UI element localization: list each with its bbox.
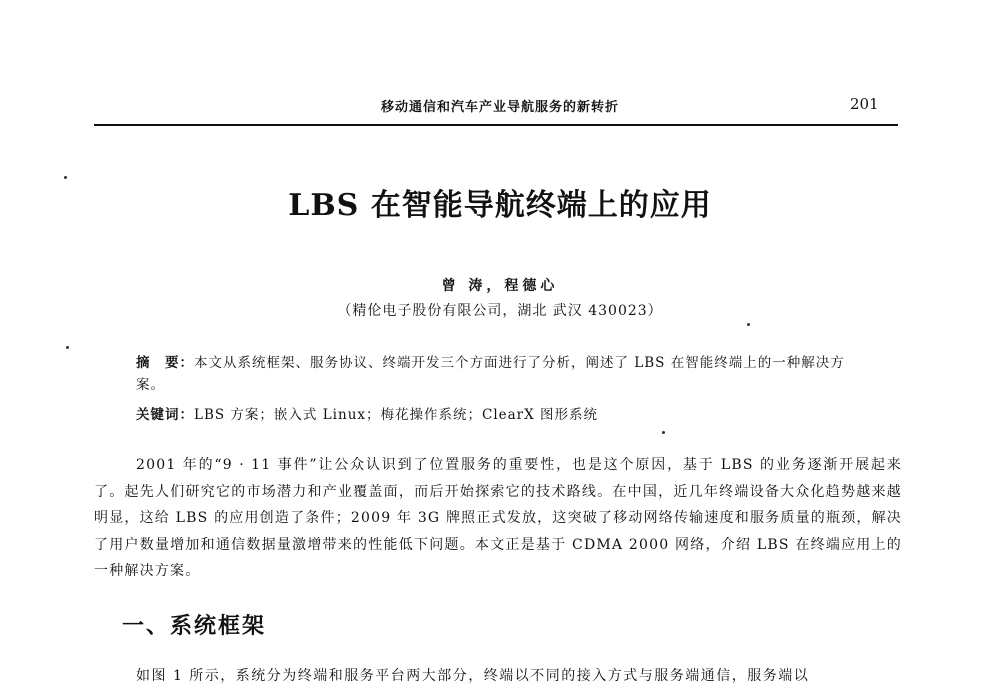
keywords-label: 关键词： (136, 407, 194, 423)
keywords (136, 404, 866, 426)
abstract (136, 352, 866, 396)
page-number: 201 (850, 95, 879, 113)
section-heading: 一、系统框架 (122, 614, 267, 639)
header-rule (94, 124, 898, 126)
article-title: LBS 在智能导航终端上的应用 (288, 188, 712, 223)
article-authors: 曾 涛，程德心 (441, 278, 559, 294)
scan-speck (64, 176, 67, 179)
article-affiliation: （精伦电子股份有限公司，湖北 武汉 430023） (337, 303, 663, 319)
intro-paragraph: 2001 年的“9 · 11 事件”让公众认识到了位置服务的重要性，也是这个原因，基于 LBS 的业务逐渐开展起来了。起先人们研究它的市场潜力和产业覆盖面，而后开始探索它的技术路线。在中国，近几年终端设备大众化趋势越来越明显，这给 LBS 的应用创造了条件；2009 年 3G 牌照正式发放，这突破了移动网络传输速度和服务质量的瓶颈，解决了用户数量增加和通信数据量激增带来的性能低下问题。本文正是基于 CDMA 2000 网络，介绍 LBS 在终端应用上的一种解决方案。 (94, 457, 902, 579)
scan-speck (662, 431, 665, 434)
section-paragraph: 如图 1 所示，系统分为终端和服务平台两大部分，终端以不同的接入方式与服务端通信，服务端以 (136, 668, 810, 684)
running-title: 移动通信和汽车产业导航服务的新转折 (380, 100, 619, 115)
keywords-text: LBS 方案；嵌入式 Linux；梅花操作系统；ClearX 图形系统 (194, 407, 599, 423)
scan-speck (66, 346, 69, 349)
abstract-text: 本文从系统框架、服务协议、终端开发三个方面进行了分析，阐述了 LBS 在智能终端上的一种解决方案。 (136, 355, 845, 393)
abstract-label: 摘 要： (136, 355, 194, 371)
scan-speck (747, 323, 750, 326)
